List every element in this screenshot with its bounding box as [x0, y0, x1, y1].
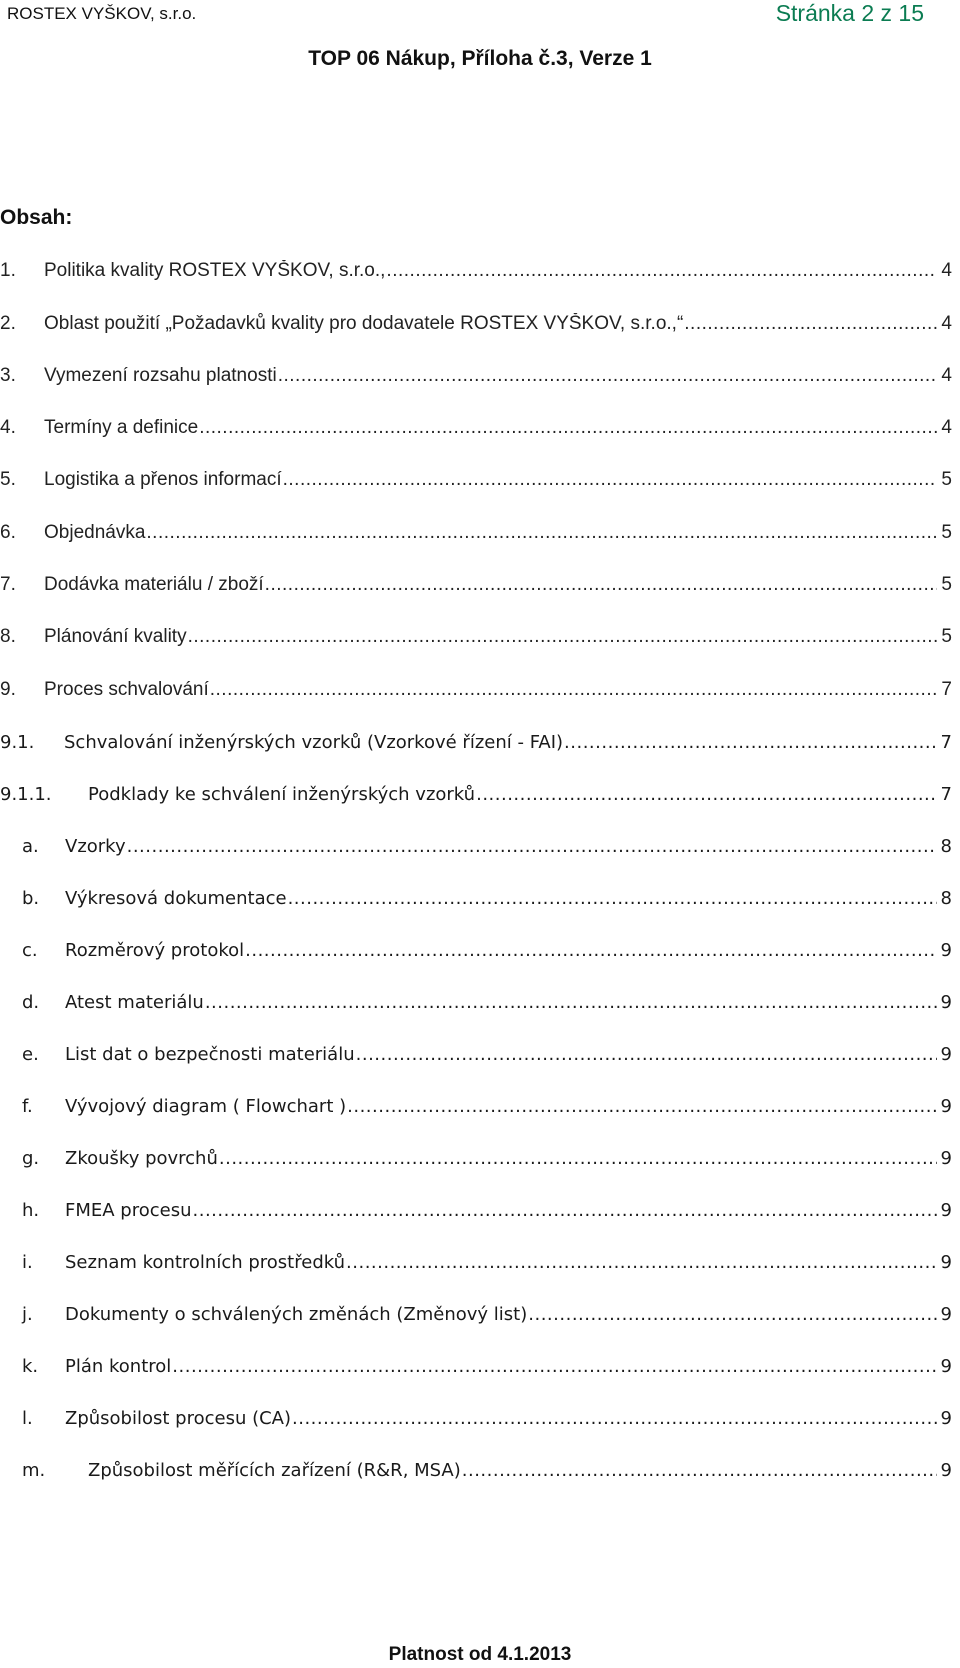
toc-entry-line: [65, 1148, 952, 1169]
toc-entry[interactable]: [0, 1460, 960, 1496]
toc-entry-page-number: 9: [940, 992, 952, 1013]
toc-entry-title: Plánování kvality: [44, 626, 187, 647]
toc-entry-number: 4.: [0, 417, 16, 438]
toc-entry-line: [44, 313, 952, 335]
toc-dot-leader: [188, 626, 938, 648]
toc-entry-title: Politika kvality ROSTEX VYŠKOV, s.r.o.,: [44, 260, 386, 281]
toc-entry-line: [44, 417, 952, 439]
toc-entry-page-number: 5: [941, 469, 952, 490]
toc-entry-number: l.: [22, 1408, 33, 1429]
toc-entry-number: b.: [22, 888, 40, 909]
toc-dot-leader: [356, 1044, 937, 1065]
toc-entry-line: [65, 836, 952, 857]
toc-entry-line: [44, 365, 952, 387]
toc-entry[interactable]: [0, 1408, 960, 1444]
toc-entry-number: 8.: [0, 626, 16, 647]
toc-entry-line: [65, 1356, 952, 1377]
toc-dot-leader: [283, 469, 938, 491]
toc-entry-page-number: 9: [940, 1304, 952, 1325]
toc-entry-page-number: 9: [940, 1044, 952, 1065]
toc-entry-number: 1.: [0, 260, 16, 281]
toc-entry-line: [88, 1460, 952, 1481]
toc-entry-number: i.: [22, 1252, 33, 1273]
toc-entry[interactable]: [0, 940, 960, 976]
toc-entry-title: Logistika a přenos informací: [44, 469, 282, 490]
toc-dot-leader: [386, 260, 937, 282]
toc-entry-number: 6.: [0, 522, 16, 543]
toc-entry[interactable]: [0, 313, 960, 349]
toc-entry-title: Schvalování inženýrských vzorků (Vzorkové řízení - FAI): [64, 732, 564, 753]
toc-entry[interactable]: [0, 732, 960, 768]
toc-dot-leader: [347, 1096, 936, 1117]
toc-entry-line: [44, 469, 952, 491]
toc-dot-leader: [245, 940, 936, 961]
toc-entry-number: f.: [22, 1096, 33, 1117]
toc-entry-line: [65, 940, 952, 961]
toc-entry[interactable]: [0, 574, 960, 610]
toc-entry[interactable]: [0, 1252, 960, 1288]
toc-entry-title: Výkresová dokumentace: [65, 888, 287, 909]
toc-entry-page-number: 4: [941, 313, 952, 334]
toc-entry-title: Dodávka materiálu / zboží: [44, 574, 264, 595]
toc-entry-title: Plán kontrol: [65, 1356, 172, 1377]
toc-entry-page-number: 9: [940, 1200, 952, 1221]
toc-dot-leader: [346, 1252, 937, 1273]
toc-entry[interactable]: [0, 836, 960, 872]
toc-dot-leader: [684, 313, 937, 335]
toc-entry[interactable]: [0, 1044, 960, 1080]
toc-entry-number: 7.: [0, 574, 16, 595]
toc-entry-title: Vymezení rozsahu platnosti: [44, 365, 277, 386]
toc-heading: Obsah:: [0, 206, 73, 229]
toc-entry-number: k.: [22, 1356, 39, 1377]
toc-entry-number: j.: [22, 1304, 33, 1325]
toc-entry-number: h.: [22, 1200, 40, 1221]
toc-entry-page-number: 9: [940, 1460, 952, 1481]
toc-entry-line: [65, 1096, 952, 1117]
toc-entry-title: Dokumenty o schválených změnách (Změnový list): [65, 1304, 528, 1325]
toc-entry-number: 9.: [0, 679, 16, 700]
toc-dot-leader: [193, 1200, 937, 1221]
toc-entry-page-number: 4: [941, 365, 952, 386]
toc-entry-page-number: 7: [941, 679, 952, 700]
toc-entry-number: 9.1.: [0, 732, 35, 753]
toc-entry-title: Rozměrový protokol: [65, 940, 245, 961]
toc-entry[interactable]: [0, 522, 960, 558]
header-page-label: Stránka 2 z 15: [775, 0, 924, 26]
toc-dot-leader: [172, 1356, 936, 1377]
toc-entry-line: [88, 784, 952, 805]
toc-entry-page-number: 9: [940, 1408, 952, 1429]
toc-entry-page-number: 5: [941, 626, 952, 647]
toc-entry-page-number: 8: [940, 888, 952, 909]
toc-entry-line: [44, 626, 952, 648]
toc-entry-page-number: 5: [941, 574, 952, 595]
toc-dot-leader: [462, 1460, 937, 1481]
toc-dot-leader: [127, 836, 937, 857]
toc-entry-line: [65, 1200, 952, 1221]
toc-entry-number: d.: [22, 992, 40, 1013]
toc-entry-title: Oblast použití „Požadavků kvality pro dodavatele ROSTEX VYŠKOV, s.r.o.,“: [44, 313, 684, 334]
toc-entry-number: e.: [22, 1044, 39, 1065]
toc-entry-page-number: 9: [940, 1356, 952, 1377]
toc-entry-number: c.: [22, 940, 38, 961]
toc-entry-line: [65, 1408, 952, 1429]
toc-entry[interactable]: [0, 1096, 960, 1132]
toc-entry-page-number: 8: [940, 836, 952, 857]
toc-dot-leader: [219, 1148, 937, 1169]
toc-entry-line: [65, 1304, 952, 1325]
toc-entry[interactable]: [0, 1200, 960, 1236]
header-company: ROSTEX VYŠKOV, s.r.o.: [7, 4, 197, 23]
toc-entry-title: Vývojový diagram ( Flowchart ): [65, 1096, 347, 1117]
toc-entry-title: Způsobilost procesu (CA): [65, 1408, 292, 1429]
toc-entry-line: [65, 992, 952, 1013]
toc-entry-title: Seznam kontrolních prostředků: [65, 1252, 346, 1273]
toc-entry-number: 9.1.1.: [0, 784, 52, 805]
toc-entry-title: Podklady ke schválení inženýrských vzorků: [88, 784, 476, 805]
toc-entry-page-number: 5: [941, 522, 952, 543]
toc-entry[interactable]: [0, 1148, 960, 1184]
toc-entry[interactable]: [0, 1356, 960, 1392]
toc-entry[interactable]: [0, 784, 960, 820]
toc-entry-line: [65, 1044, 952, 1065]
toc-dot-leader: [476, 784, 936, 805]
toc-entry-title: FMEA procesu: [65, 1200, 192, 1221]
toc-entry-number: 5.: [0, 469, 16, 490]
toc-entry-number: 3.: [0, 365, 16, 386]
toc-dot-leader: [146, 522, 937, 544]
toc-entry-line: [65, 888, 952, 909]
toc-dot-leader: [199, 417, 937, 439]
toc-dot-leader: [210, 679, 938, 701]
toc-entry-title: List dat o bezpečnosti materiálu: [65, 1044, 355, 1065]
toc-entry[interactable]: [0, 417, 960, 453]
toc-entry-title: Vzorky: [65, 836, 126, 857]
toc-entry-number: a.: [22, 836, 39, 857]
toc-dot-leader: [265, 574, 938, 596]
toc-entry[interactable]: [0, 365, 960, 401]
toc-entry[interactable]: [0, 1304, 960, 1340]
toc-entry-line: [65, 1252, 952, 1273]
toc-dot-leader: [205, 992, 937, 1013]
toc-entry-page-number: 9: [940, 1252, 952, 1273]
toc-entry-title: Termíny a definice: [44, 417, 199, 438]
toc-entry[interactable]: [0, 469, 960, 505]
toc-entry-title: Objednávka: [44, 522, 146, 543]
toc-entry-page-number: 7: [940, 784, 952, 805]
toc-entry[interactable]: [0, 888, 960, 924]
footer-validity: Platnost od 4.1.2013: [388, 1644, 572, 1665]
toc-entry-page-number: 4: [941, 417, 952, 438]
toc-entry-number: m.: [22, 1460, 46, 1481]
toc-entry-page-number: 4: [941, 260, 952, 281]
toc-entry-title: Atest materiálu: [65, 992, 204, 1013]
toc-entry[interactable]: [0, 992, 960, 1028]
toc-dot-leader: [528, 1304, 936, 1325]
toc-entry[interactable]: [0, 679, 960, 715]
toc-entry-page-number: 7: [940, 732, 952, 753]
toc-entry-line: [44, 522, 952, 544]
toc-entry-page-number: 9: [940, 1148, 952, 1169]
toc-entry-title: Zkoušky povrchů: [65, 1148, 218, 1169]
toc-entry-page-number: 9: [940, 1096, 952, 1117]
toc-entry-page-number: 9: [940, 940, 952, 961]
toc-entry-number: 2.: [0, 313, 16, 334]
toc-dot-leader: [288, 888, 937, 909]
toc-dot-leader: [278, 365, 938, 387]
toc-entry-line: [64, 732, 952, 753]
toc-entry-line: [44, 679, 952, 701]
toc-dot-leader: [564, 732, 937, 753]
toc-dot-leader: [292, 1408, 937, 1429]
toc-entry-line: [44, 260, 952, 282]
toc-entry-number: g.: [22, 1148, 40, 1169]
toc-entry-title: Proces schvalování: [44, 679, 209, 700]
toc-entry-line: [44, 574, 952, 596]
toc-entry[interactable]: [0, 626, 960, 662]
header-document-title: TOP 06 Nákup, Příloha č.3, Verze 1: [308, 47, 652, 70]
toc-entry-title: Způsobilost měřících zařízení (R&R, MSA): [88, 1460, 461, 1481]
toc-entry[interactable]: [0, 260, 960, 296]
